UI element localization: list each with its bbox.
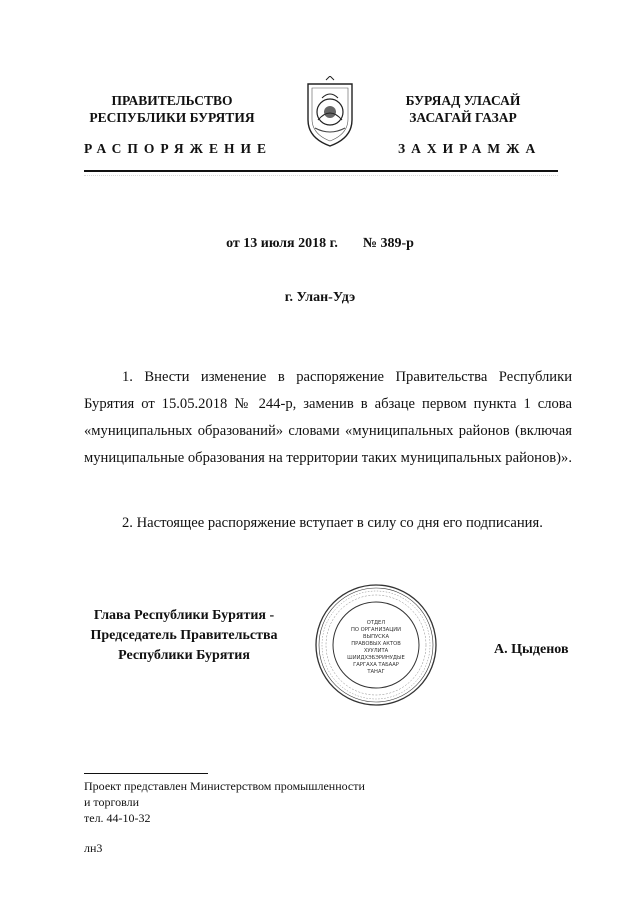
svg-text:ВЫПУСКА: ВЫПУСКА <box>362 634 390 640</box>
header-right-line2: ЗАСАГАЙ ГАЗАР <box>409 110 517 125</box>
doc-type-ru: РАСПОРЯЖЕНИЕ <box>84 141 273 156</box>
seal-stamp-icon <box>312 582 440 708</box>
header-left-line2: РЕСПУБЛИКИ БУРЯТИЯ <box>89 110 255 125</box>
header-rule <box>84 170 558 172</box>
date-line <box>0 236 640 252</box>
footnote-line2: и торговли <box>84 795 140 809</box>
svg-text:ГАРГАХА ТАБААР: ГАРГАХА ТАБААР <box>353 662 399 668</box>
signatory-name: А. Цыденов <box>494 642 569 657</box>
header-dotted-rule <box>84 175 558 180</box>
coat-of-arms-icon <box>300 76 360 148</box>
paragraph-1: 1. Внести изменение в распоряжение Правительства Республики Бурятия от 15.05.2018 № 244-р, заменив в абзаце первом пункта 1 слова «муниципальных образований» словами «муниципальных районов (включая муниципальные образования на территории таких муниципальных районов)». <box>84 369 572 466</box>
svg-text:ХУУЛИТА: ХУУЛИТА <box>363 648 389 654</box>
footnote-line3: тел. 44-10-32 <box>84 811 151 825</box>
position-line1: Глава Республики Бурятия - <box>93 608 275 623</box>
city: г. Улан-Удэ <box>284 290 356 305</box>
position-line2: Председатель Правительства <box>90 628 278 643</box>
position-line3: Республики Бурятия <box>118 648 250 663</box>
svg-text:ШИИДХЭБЭРИНУДЫЕ: ШИИДХЭБЭРИНУДЫЕ <box>347 655 405 661</box>
svg-text:ОТДЕЛ: ОТДЕЛ <box>366 620 386 626</box>
signatory-position <box>84 606 284 666</box>
svg-text:ПО ОРГАНИЗАЦИИ: ПО ОРГАНИЗАЦИИ <box>350 627 402 633</box>
header-right <box>378 92 548 126</box>
footnote <box>84 778 365 826</box>
svg-text:ТАНАГ: ТАНАГ <box>367 669 385 675</box>
header-right-line1: БУРЯАД УЛАСАЙ <box>405 93 521 108</box>
document-date: от 13 июля 2018 г. <box>226 236 338 251</box>
doc-type-bua: ЗАХИРАМЖА <box>398 141 542 156</box>
footnote-rule <box>84 773 208 774</box>
footnote-line1: Проект представлен Министерством промышленности <box>84 779 365 793</box>
document-code: лн3 <box>84 841 103 855</box>
header-left <box>82 92 262 126</box>
document-number: № 389-р <box>362 236 414 251</box>
paragraph-2: 2. Настоящее распоряжение вступает в силу со дня его подписания. <box>122 515 543 531</box>
header-left-line1: ПРАВИТЕЛЬСТВО <box>111 93 233 108</box>
svg-text:ПРАВОВЫХ АКТОВ: ПРАВОВЫХ АКТОВ <box>351 641 401 647</box>
